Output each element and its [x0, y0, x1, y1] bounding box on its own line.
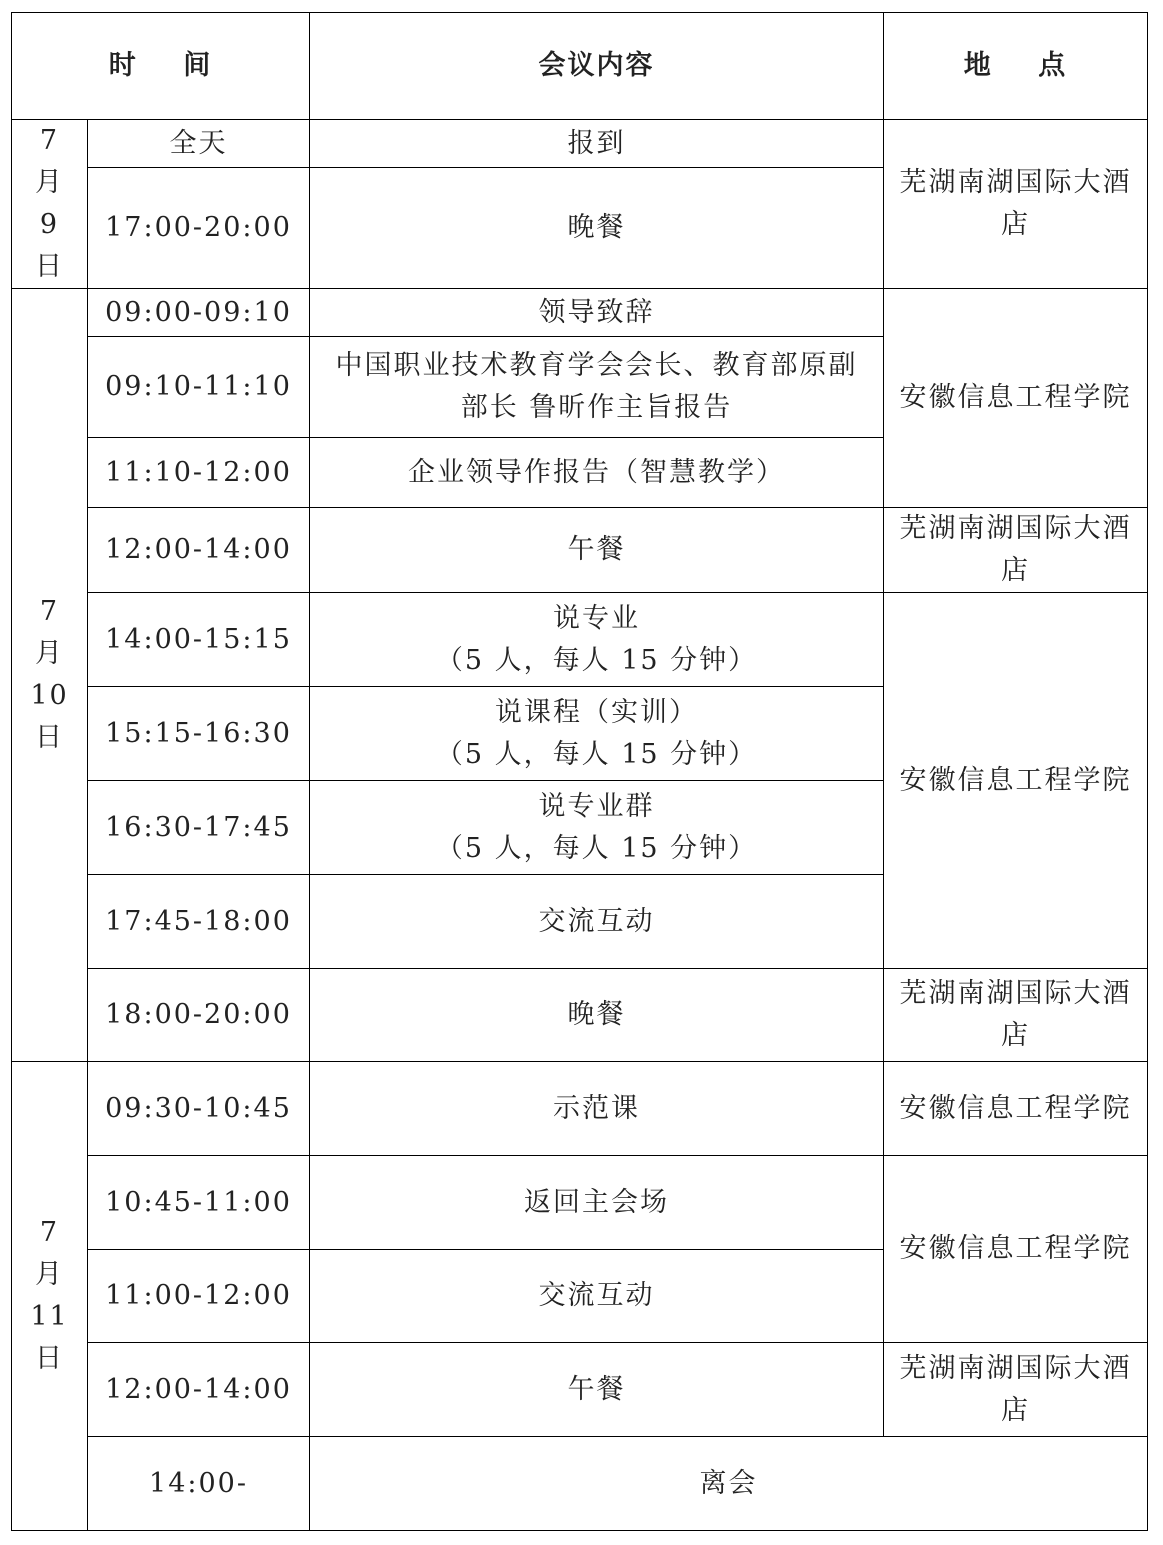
content-line: （5 人，每人 15 分钟） — [435, 738, 758, 770]
time-cell: 12:00-14:00 — [88, 508, 310, 593]
place-cell: 芜湖南湖国际大酒店 — [884, 508, 1148, 593]
content-cell: 企业领导作报告（智慧教学） — [310, 438, 884, 508]
table-row — [12, 289, 1148, 337]
content-line: 说专业 — [553, 602, 641, 634]
table-row — [12, 1343, 1148, 1437]
date-cell: 7月11日 — [12, 1062, 88, 1531]
place-cell: 芜湖南湖国际大酒店 — [884, 1343, 1148, 1437]
content-cell: 返回主会场 — [310, 1156, 884, 1250]
content-cell: 晚餐 — [310, 168, 884, 289]
content-line: （5 人，每人 15 分钟） — [435, 644, 758, 676]
content-cell: 离会 — [310, 1437, 1148, 1531]
time-cell: 15:15-16:30 — [88, 687, 310, 781]
time-cell: 09:30-10:45 — [88, 1062, 310, 1156]
time-cell: 17:45-18:00 — [88, 875, 310, 969]
content-cell: 中国职业技术教育学会会长、教育部原副部长 鲁昕作主旨报告 — [310, 337, 884, 438]
place-cell: 芜湖南湖国际大酒店 — [884, 969, 1148, 1062]
table-row — [12, 969, 1148, 1062]
header-time: 时 间 — [12, 13, 310, 120]
content-cell — [310, 593, 884, 687]
table-row — [12, 1156, 1148, 1250]
content-line: 说专业群 — [538, 790, 655, 822]
content-cell: 领导致辞 — [310, 289, 884, 337]
date-cell: 7月10日 — [12, 289, 88, 1062]
header-content: 会议内容 — [310, 13, 884, 120]
content-cell: 交流互动 — [310, 1250, 884, 1343]
table-row — [12, 1062, 1148, 1156]
place-cell: 安徽信息工程学院 — [884, 289, 1148, 508]
time-cell: 09:10-11:10 — [88, 337, 310, 438]
time-cell: 18:00-20:00 — [88, 969, 310, 1062]
table-row — [12, 508, 1148, 593]
time-cell: 17:00-20:00 — [88, 168, 310, 289]
header-row — [12, 13, 1148, 120]
content-cell: 报到 — [310, 120, 884, 168]
place-cell: 安徽信息工程学院 — [884, 593, 1148, 969]
time-cell: 14:00-15:15 — [88, 593, 310, 687]
date-cell: 7月9日 — [12, 120, 88, 289]
place-cell: 安徽信息工程学院 — [884, 1156, 1148, 1343]
time-cell: 12:00-14:00 — [88, 1343, 310, 1437]
table-row — [12, 593, 1148, 687]
schedule-table — [11, 12, 1148, 1531]
time-cell: 16:30-17:45 — [88, 781, 310, 875]
place-cell: 芜湖南湖国际大酒店 — [884, 120, 1148, 289]
content-cell — [310, 687, 884, 781]
place-cell: 安徽信息工程学院 — [884, 1062, 1148, 1156]
content-cell: 交流互动 — [310, 875, 884, 969]
time-cell: 10:45-11:00 — [88, 1156, 310, 1250]
content-line: 说课程（实训） — [495, 696, 699, 728]
content-cell: 示范课 — [310, 1062, 884, 1156]
content-cell: 午餐 — [310, 1343, 884, 1437]
content-cell: 午餐 — [310, 508, 884, 593]
table-row — [12, 120, 1148, 168]
time-cell: 11:00-12:00 — [88, 1250, 310, 1343]
content-cell — [310, 781, 884, 875]
table-row — [12, 1437, 1148, 1531]
time-cell: 全天 — [88, 120, 310, 168]
time-cell: 11:10-12:00 — [88, 438, 310, 508]
content-line: （5 人，每人 15 分钟） — [435, 832, 758, 864]
content-cell: 晚餐 — [310, 969, 884, 1062]
time-cell: 14:00- — [88, 1437, 310, 1531]
header-place: 地 点 — [884, 13, 1148, 120]
time-cell: 09:00-09:10 — [88, 289, 310, 337]
